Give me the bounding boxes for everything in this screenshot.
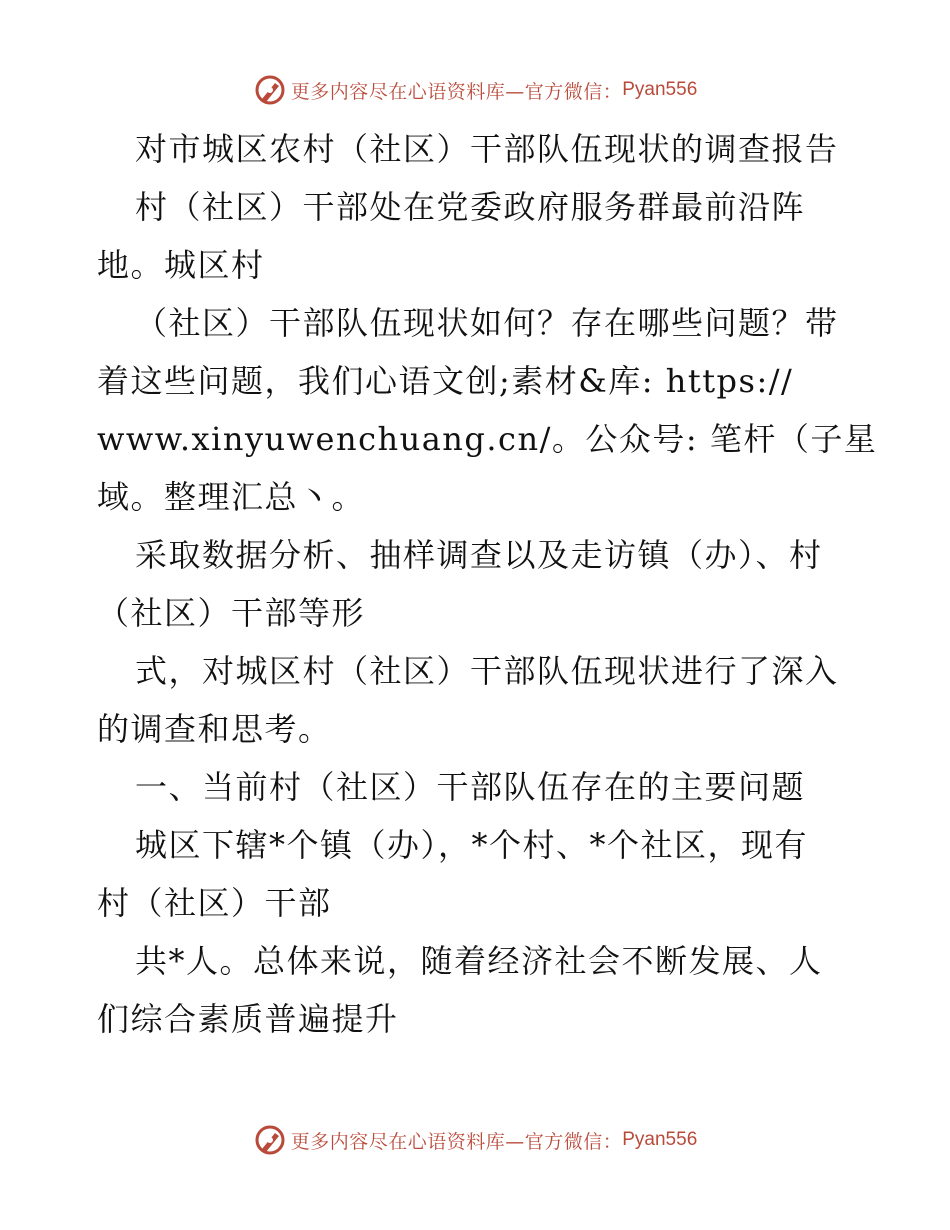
text-line: 一、当前村（社区）干部队伍存在的主要问题 <box>135 768 806 806</box>
header-banner <box>0 70 950 110</box>
text-line: （社区）干部队伍现状如何？存在哪些问题？带 <box>135 304 839 342</box>
text-line: （社区）干部等形 <box>97 594 366 632</box>
text-line: 村（社区）干部处在党委政府服务群最前沿阵 <box>135 188 806 226</box>
text-line: 域。整理汇总丶。 <box>97 478 366 516</box>
pen-logo-icon <box>253 1123 287 1157</box>
document-body <box>97 120 878 1048</box>
text-line: 的调查和思考。 <box>97 710 332 748</box>
text-line: 们综合素质普遍提升 <box>97 1000 399 1038</box>
wechat-id: Pyan556 <box>622 1129 698 1150</box>
footer-banner <box>0 1120 950 1160</box>
banner-text: 更多内容尽在心语资料库—官方微信： <box>290 1130 623 1153</box>
text-line: 城区下辖*个镇（办），*个村、*个社区，现有 <box>135 826 809 864</box>
text-line: 村（社区）干部 <box>97 884 332 922</box>
banner-text: 更多内容尽在心语资料库—官方微信： <box>290 80 623 103</box>
pen-logo-icon <box>253 73 287 107</box>
text-line: 式，对城区村（社区）干部队伍现状进行了深入 <box>135 652 839 690</box>
text-line: 对市城区农村（社区）干部队伍现状的调查报告 <box>135 130 839 168</box>
wechat-id: Pyan556 <box>622 79 698 100</box>
text-line: www.xinyuwenchuang.cn/。公众号: 笔杆（子星 <box>97 420 878 458</box>
text-line: 采取数据分析、抽样调查以及走访镇（办）、村 <box>135 536 823 574</box>
text-line: 共*人。总体来说，随着经济社会不断发展、人 <box>135 942 823 980</box>
text-line: 地。城区村 <box>97 246 265 284</box>
text-line: 着这些问题，我们心语文创;素材&库: https:// <box>97 362 794 400</box>
